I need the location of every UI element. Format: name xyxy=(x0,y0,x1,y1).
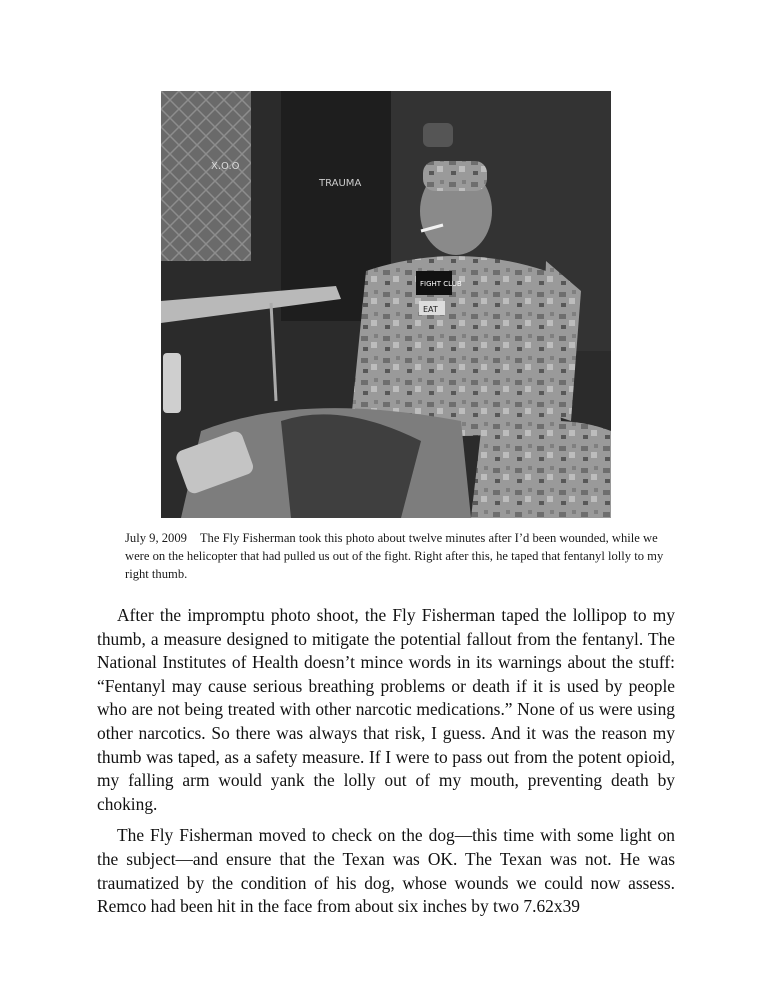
caption-text: The Fly Fisherman took this photo about twelve minutes after I’d been wounded, while we were on the helicopter that had pulled us out of the fight. Right after this, he taped that fentanyl lolly to my right thumb. xyxy=(125,531,664,581)
trauma-bag-label: TRAUMA xyxy=(319,178,362,189)
fight-club-patch: FIGHT CLUB xyxy=(420,280,462,288)
body-text xyxy=(97,604,675,927)
paragraph-2: The Fly Fisherman moved to check on the dog—this time with some light on the subject—and ensure that the Texan was OK. The Texan was not. He was traumatized by the condition of his dog, whose wounds we could now assess. Remco had been hit in the face from about six inches by two 7.62x39 xyxy=(97,825,675,917)
crate-label: X.O.O xyxy=(211,161,240,172)
paragraph-1: After the impromptu photo shoot, the Fly Fisherman taped the lollipop to my thumb, a measure designed to mitigate the potential fallout from the fentanyl. The National Institutes of Health doesn’t mince words in its warnings about the stuff: “Fentanyl may cause serious breathing problems or death if it is used by people who are not being treated with other narcotic medications.” None of us were using other narcotics. So there was always that risk, I guess. And it was the reason my thumb was taped, as a safety measure. If I were to pass out from the potent opioid, my falling arm would yank the lolly out of my mouth, preventing death by choking. xyxy=(97,605,675,814)
soldier-photo-illustration xyxy=(161,91,611,518)
vest-tag: EAT xyxy=(423,305,438,314)
figure-caption xyxy=(125,529,665,583)
caption-date: July 9, 2009 xyxy=(125,531,187,545)
figure-photo xyxy=(161,91,611,518)
